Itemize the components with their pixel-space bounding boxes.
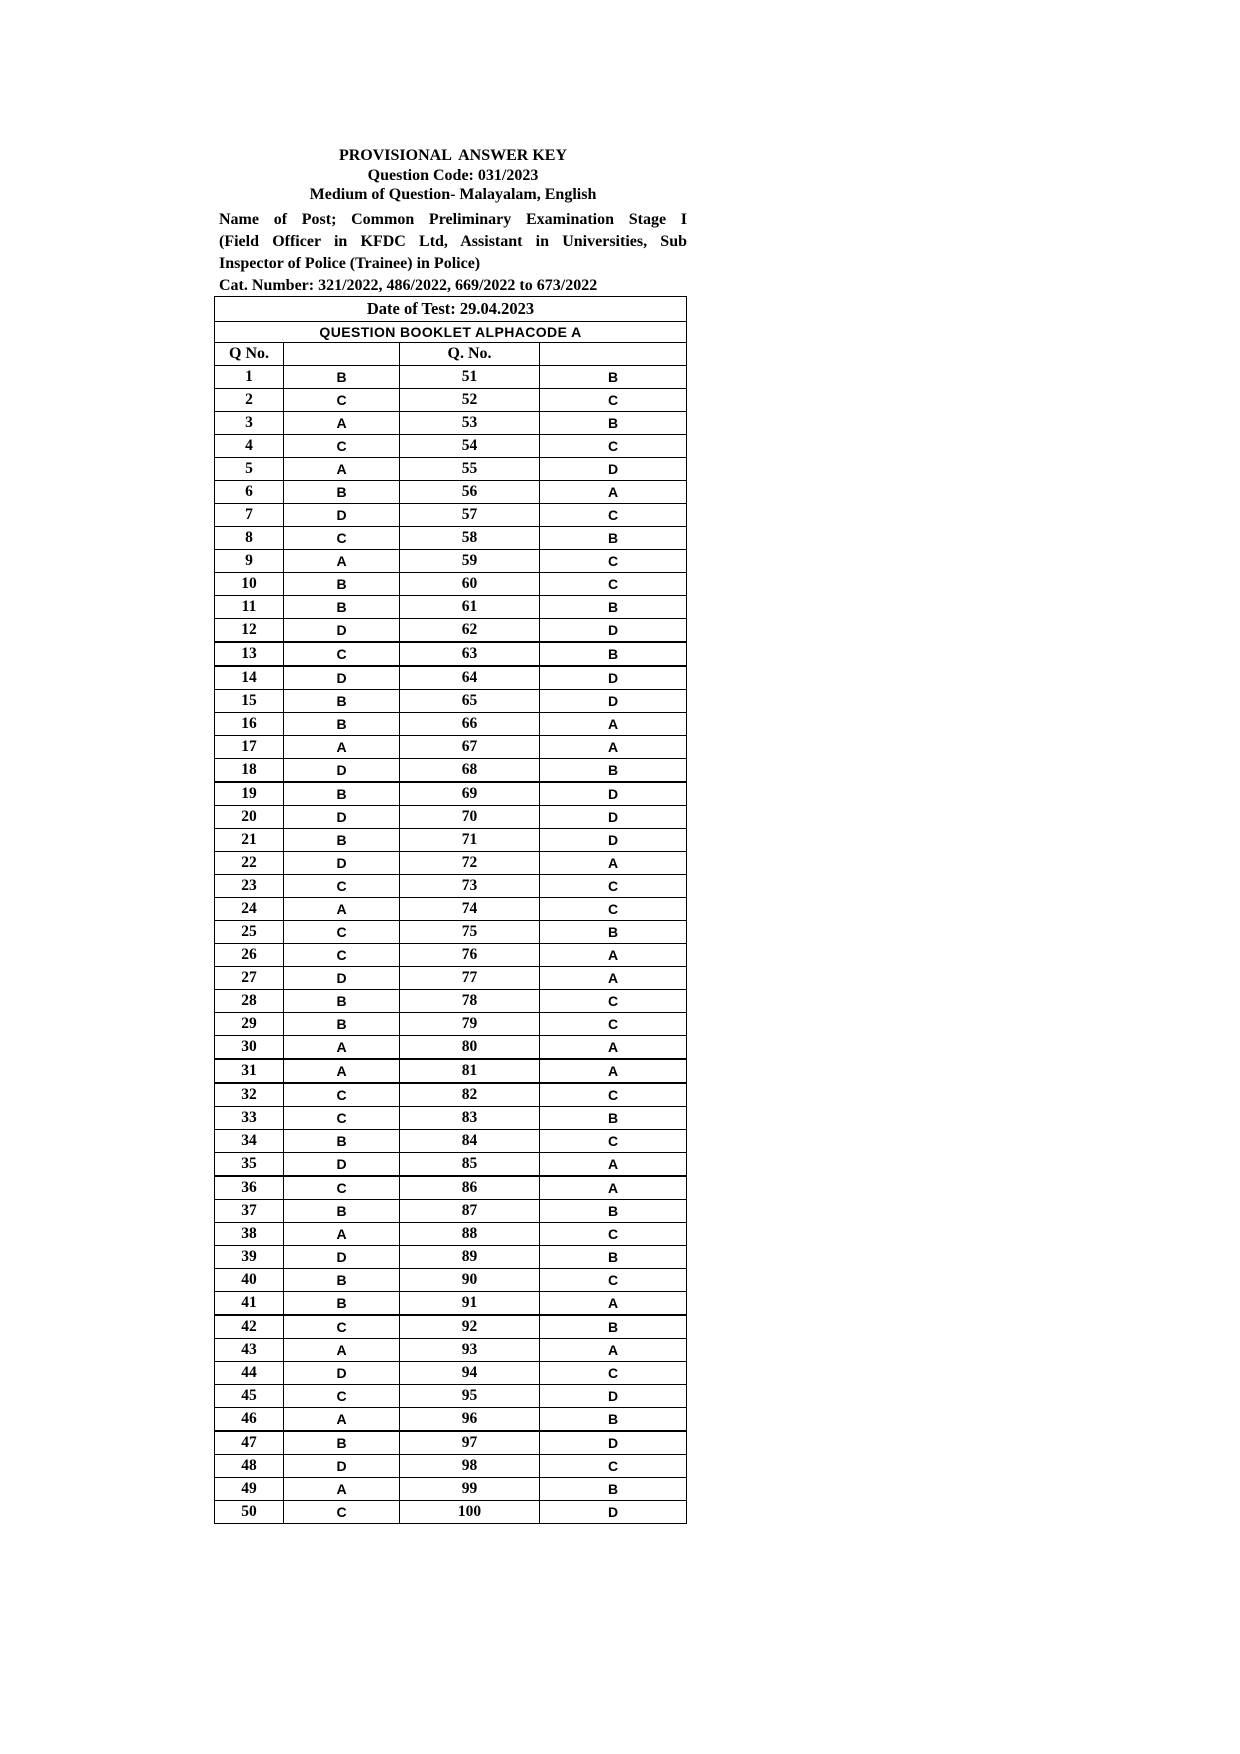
answer-row [215,1478,687,1501]
question-number-cell: 93 [400,1339,540,1362]
question-number-cell: 95 [400,1385,540,1408]
answer-cell: D [284,806,400,829]
answer-cell: A [284,1408,400,1432]
answer-cell: B [284,596,400,619]
question-medium: Medium of Question- Malayalam, English [309,186,597,203]
answer-row [215,1036,687,1060]
question-number-cell: 69 [400,782,540,806]
question-number-cell: 88 [400,1223,540,1246]
cat-number: Cat. Number: 321/2022, 486/2022, 669/2022 to 673/2022 [219,277,598,294]
answer-cell: A [540,736,687,759]
question-number-cell: 86 [400,1176,540,1200]
answer-cell: B [284,366,400,389]
question-number-cell: 90 [400,1269,540,1292]
document-header [219,146,687,205]
question-number-cell: 75 [400,921,540,944]
question-code: Question Code: 031/2023 [367,166,539,184]
answer-cell: B [540,1246,687,1269]
answer-cell: D [540,666,687,690]
question-number-cell: 17 [215,736,284,759]
answer-cell: C [284,1083,400,1107]
col-header-answer-left [284,343,400,366]
answer-cell: C [540,504,687,527]
answer-row [215,527,687,550]
answer-row [215,1176,687,1200]
question-number-cell: 43 [215,1339,284,1362]
answer-cell: B [540,1107,687,1130]
question-number-cell: 34 [215,1130,284,1153]
question-number-cell: 78 [400,990,540,1013]
question-number-cell: 55 [400,458,540,481]
answer-cell: D [284,619,400,643]
question-number-cell: 7 [215,504,284,527]
booklet-alphacode-label: QUESTION BOOKLET ALPHACODE A [215,322,687,343]
column-header-row [215,343,687,366]
answer-row [215,782,687,806]
answer-cell: A [284,1223,400,1246]
question-number-cell: 39 [215,1246,284,1269]
answer-cell: A [284,1059,400,1083]
answer-row [215,713,687,736]
answer-cell: C [540,1269,687,1292]
question-number-cell: 44 [215,1362,284,1385]
question-number-cell: 13 [215,642,284,666]
answer-cell: A [540,1036,687,1060]
question-number-cell: 51 [400,366,540,389]
answer-row [215,921,687,944]
answer-cell: C [540,1013,687,1036]
answer-row [215,806,687,829]
answer-cell: C [284,921,400,944]
answer-cell: C [284,527,400,550]
question-number-cell: 24 [215,898,284,921]
answer-cell: A [284,412,400,435]
answer-cell: D [284,1362,400,1385]
date-of-test-label: Date of Test: 29.04.2023 [215,297,687,322]
question-number-cell: 97 [400,1431,540,1455]
answer-cell: B [284,713,400,736]
answer-cell: B [540,366,687,389]
question-number-cell: 49 [215,1478,284,1501]
answer-row [215,573,687,596]
answer-cell: D [540,458,687,481]
answer-row [215,898,687,921]
question-number-cell: 87 [400,1200,540,1223]
question-number-cell: 63 [400,642,540,666]
answer-row [215,1431,687,1455]
answer-cell: A [540,481,687,504]
question-number-cell: 11 [215,596,284,619]
question-number-cell: 4 [215,435,284,458]
question-number-cell: 64 [400,666,540,690]
answer-row [215,550,687,573]
question-number-cell: 38 [215,1223,284,1246]
answer-cell: B [540,527,687,550]
answer-cell: B [284,1013,400,1036]
answer-row [215,967,687,990]
answer-cell: B [284,690,400,713]
answer-row [215,1153,687,1177]
answer-cell: D [284,1246,400,1269]
answer-row [215,1501,687,1524]
question-number-cell: 62 [400,619,540,643]
question-number-cell: 70 [400,806,540,829]
answer-row [215,1408,687,1432]
answer-cell: A [284,898,400,921]
question-number-cell: 76 [400,944,540,967]
answer-cell: B [540,1315,687,1339]
question-number-cell: 15 [215,690,284,713]
answer-cell: B [540,642,687,666]
question-number-cell: 48 [215,1455,284,1478]
answer-row [215,990,687,1013]
answer-row [215,389,687,412]
answer-row [215,596,687,619]
answer-cell: C [540,990,687,1013]
answer-key-table [214,296,687,1524]
answer-row [215,1223,687,1246]
question-number-cell: 96 [400,1408,540,1432]
question-number-cell: 84 [400,1130,540,1153]
question-number-cell: 50 [215,1501,284,1524]
answer-cell: A [540,1153,687,1177]
question-number-cell: 9 [215,550,284,573]
answer-row [215,1385,687,1408]
answer-cell: B [284,1292,400,1316]
answer-cell: B [540,1408,687,1432]
answer-row [215,1292,687,1316]
answer-cell: C [540,1130,687,1153]
alphacode-row [215,322,687,343]
question-number-cell: 67 [400,736,540,759]
question-number-cell: 46 [215,1408,284,1432]
answer-row [215,736,687,759]
answer-cell: C [540,898,687,921]
answer-cell: D [284,1153,400,1177]
question-number-cell: 98 [400,1455,540,1478]
answer-row [215,458,687,481]
answer-cell: A [540,1339,687,1362]
answer-cell: A [284,736,400,759]
question-number-cell: 57 [400,504,540,527]
post-name-line-2: (Field Officer in KFDC Ltd, Assistant in Universities, Sub [219,233,687,250]
answer-table-body [215,366,687,1524]
answer-cell: B [284,481,400,504]
question-number-cell: 29 [215,1013,284,1036]
answer-cell: D [284,852,400,875]
answer-cell: C [540,435,687,458]
question-number-cell: 20 [215,806,284,829]
answer-cell: C [284,1501,400,1524]
answer-cell: D [540,1431,687,1455]
answer-cell: A [284,1478,400,1501]
question-number-cell: 47 [215,1431,284,1455]
answer-cell: D [284,759,400,783]
answer-row [215,1107,687,1130]
question-number-cell: 54 [400,435,540,458]
question-number-cell: 28 [215,990,284,1013]
answer-cell: B [540,921,687,944]
answer-cell: A [284,550,400,573]
question-number-cell: 79 [400,1013,540,1036]
answer-cell: C [284,875,400,898]
question-number-cell: 53 [400,412,540,435]
answer-cell: A [540,1292,687,1316]
answer-cell: C [540,389,687,412]
question-number-cell: 12 [215,619,284,643]
col-header-qno-left: Q No. [215,343,284,366]
answer-cell: C [284,389,400,412]
answer-cell: C [284,944,400,967]
date-of-test-row [215,297,687,322]
answer-cell: B [284,1431,400,1455]
question-number-cell: 99 [400,1478,540,1501]
answer-cell: D [284,967,400,990]
question-number-cell: 25 [215,921,284,944]
question-number-cell: 85 [400,1153,540,1177]
question-number-cell: 33 [215,1107,284,1130]
question-number-cell: 6 [215,481,284,504]
question-number-cell: 31 [215,1059,284,1083]
question-number-cell: 14 [215,666,284,690]
answer-cell: C [284,1176,400,1200]
answer-cell: B [284,1269,400,1292]
question-number-cell: 52 [400,389,540,412]
question-number-cell: 22 [215,852,284,875]
question-number-cell: 72 [400,852,540,875]
question-number-cell: 10 [215,573,284,596]
answer-row [215,619,687,643]
answer-cell: C [284,1385,400,1408]
answer-row [215,1200,687,1223]
question-number-cell: 42 [215,1315,284,1339]
answer-cell: C [284,1315,400,1339]
post-name-line-3: Inspector of Police (Trainee) in Police) [219,255,481,272]
answer-cell: C [284,1107,400,1130]
question-number-cell: 45 [215,1385,284,1408]
answer-cell: A [284,458,400,481]
document-title: PROVISIONAL ANSWER KEY [338,147,568,164]
col-header-qno-right: Q. No. [400,343,540,366]
answer-row [215,412,687,435]
answer-cell: C [284,642,400,666]
answer-cell: B [540,759,687,783]
question-number-cell: 71 [400,829,540,852]
question-number-cell: 80 [400,1036,540,1060]
answer-cell: A [540,713,687,736]
question-number-cell: 77 [400,967,540,990]
answer-row [215,366,687,389]
question-number-cell: 94 [400,1362,540,1385]
answer-cell: B [540,1478,687,1501]
answer-cell: C [284,435,400,458]
answer-cell: C [540,1223,687,1246]
question-number-cell: 23 [215,875,284,898]
question-number-cell: 26 [215,944,284,967]
question-number-cell: 35 [215,1153,284,1177]
question-number-cell: 8 [215,527,284,550]
answer-row [215,1455,687,1478]
answer-cell: D [540,1501,687,1524]
question-number-cell: 2 [215,389,284,412]
answer-cell: B [284,990,400,1013]
question-number-cell: 30 [215,1036,284,1060]
answer-cell: C [540,875,687,898]
answer-row [215,1059,687,1083]
answer-row [215,759,687,783]
question-number-cell: 37 [215,1200,284,1223]
answer-cell: A [540,852,687,875]
question-number-cell: 82 [400,1083,540,1107]
answer-cell: D [540,829,687,852]
question-number-cell: 16 [215,713,284,736]
answer-row [215,875,687,898]
answer-cell: B [540,1200,687,1223]
answer-row [215,1130,687,1153]
answer-cell: D [540,806,687,829]
question-number-cell: 58 [400,527,540,550]
answer-cell: A [284,1339,400,1362]
question-number-cell: 1 [215,366,284,389]
answer-cell: B [284,1200,400,1223]
answer-cell: A [540,944,687,967]
answer-cell: B [540,596,687,619]
question-number-cell: 18 [215,759,284,783]
question-number-cell: 89 [400,1246,540,1269]
answer-cell: B [284,782,400,806]
answer-cell: D [540,690,687,713]
col-header-answer-right [540,343,687,366]
question-number-cell: 83 [400,1107,540,1130]
question-number-cell: 68 [400,759,540,783]
answer-row [215,1315,687,1339]
answer-cell: D [540,782,687,806]
question-number-cell: 32 [215,1083,284,1107]
post-name-line-1: Name of Post; Common Preliminary Examination Stage I [219,211,687,228]
answer-row [215,504,687,527]
answer-row [215,642,687,666]
answer-row [215,852,687,875]
answer-cell: D [540,1385,687,1408]
answer-row [215,1246,687,1269]
answer-row [215,435,687,458]
answer-cell: C [540,1083,687,1107]
answer-cell: C [540,1455,687,1478]
question-number-cell: 73 [400,875,540,898]
question-number-cell: 91 [400,1292,540,1316]
answer-cell: A [540,1176,687,1200]
question-number-cell: 100 [400,1501,540,1524]
question-number-cell: 5 [215,458,284,481]
answer-row [215,1269,687,1292]
answer-cell: A [540,967,687,990]
answer-cell: C [540,1362,687,1385]
answer-row [215,1083,687,1107]
answer-cell: D [540,619,687,643]
question-number-cell: 40 [215,1269,284,1292]
question-number-cell: 19 [215,782,284,806]
question-number-cell: 92 [400,1315,540,1339]
answer-row [215,1362,687,1385]
answer-cell: A [540,1059,687,1083]
answer-cell: B [284,829,400,852]
answer-cell: C [540,550,687,573]
answer-cell: D [284,1455,400,1478]
question-number-cell: 66 [400,713,540,736]
question-number-cell: 65 [400,690,540,713]
question-number-cell: 81 [400,1059,540,1083]
answer-row [215,944,687,967]
question-number-cell: 21 [215,829,284,852]
answer-cell: B [284,573,400,596]
question-number-cell: 36 [215,1176,284,1200]
answer-row [215,690,687,713]
answer-row [215,1013,687,1036]
question-number-cell: 74 [400,898,540,921]
question-number-cell: 56 [400,481,540,504]
answer-cell: B [284,1130,400,1153]
question-number-cell: 27 [215,967,284,990]
answer-row [215,829,687,852]
answer-row [215,481,687,504]
answer-row [215,1339,687,1362]
question-number-cell: 3 [215,412,284,435]
answer-cell: C [540,573,687,596]
answer-cell: A [284,1036,400,1060]
question-number-cell: 59 [400,550,540,573]
post-details [219,209,687,297]
question-number-cell: 61 [400,596,540,619]
answer-cell: D [284,504,400,527]
question-number-cell: 60 [400,573,540,596]
answer-cell: D [284,666,400,690]
answer-row [215,666,687,690]
question-number-cell: 41 [215,1292,284,1316]
answer-cell: B [540,412,687,435]
